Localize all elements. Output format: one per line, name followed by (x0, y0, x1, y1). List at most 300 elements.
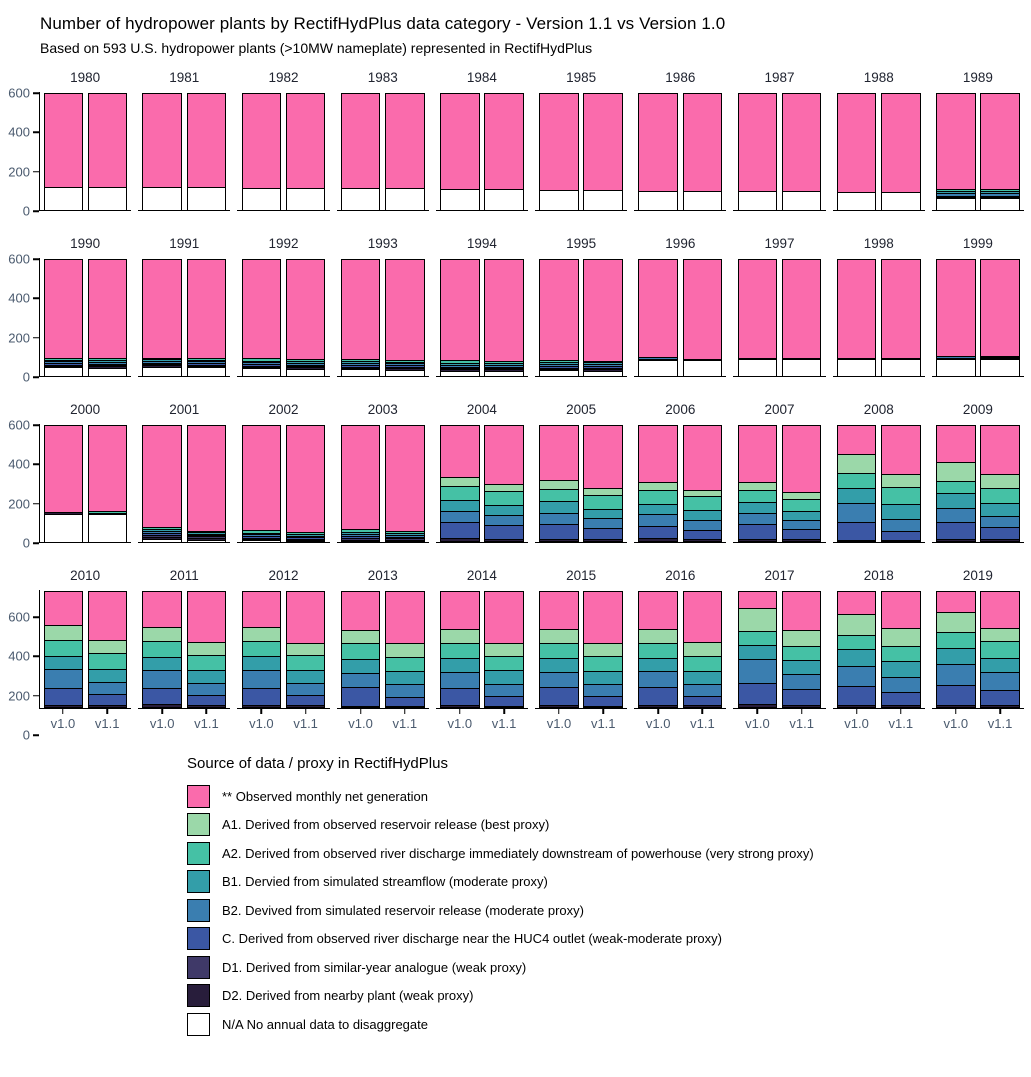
facet-panel (337, 258, 429, 377)
segment-b2 (187, 683, 227, 695)
segment-obs (782, 425, 822, 492)
segment-c (583, 696, 623, 706)
bar-2009-v1.1 (980, 425, 1020, 542)
segment-a2 (837, 473, 877, 488)
segment-a1 (738, 608, 778, 631)
bar-1992-v1.1 (286, 259, 326, 376)
segment-a1 (638, 482, 678, 490)
segment-na (286, 369, 326, 376)
x-tick-label: v1.0 (447, 716, 473, 731)
segment-c (142, 688, 182, 705)
segment-b1 (782, 511, 822, 520)
facet-panel (237, 590, 329, 709)
y-tick-label: 600 (8, 609, 30, 625)
segment-obs (286, 425, 326, 532)
legend-label: A1. Derived from observed reservoir release (best proxy) (222, 817, 550, 833)
legend (187, 755, 1025, 1039)
legend-label: D2. Derived from nearby plant (weak proxy) (222, 988, 474, 1004)
bar-1987-v1.0 (738, 93, 778, 210)
facet-year-label: 2004 (466, 402, 497, 417)
bar-2006-v1.0 (638, 425, 678, 542)
segment-obs (484, 93, 524, 189)
x-tick-mark (999, 709, 1001, 714)
segment-na (88, 187, 127, 210)
segment-a2 (88, 653, 127, 668)
x-tick-mark (602, 709, 604, 714)
bar-2014-v1.0 (440, 591, 480, 708)
segment-b2 (583, 518, 623, 528)
legend-item-c (187, 925, 1025, 954)
facet-year-label: 2011 (169, 568, 199, 583)
facet-panel (733, 258, 825, 377)
legend-swatch-obs (187, 785, 210, 808)
segment-b2 (881, 677, 921, 692)
facet-year-label: 1993 (367, 236, 398, 251)
segment-na (88, 514, 127, 542)
facet-2005 (535, 400, 627, 543)
facet-panel (932, 424, 1024, 543)
y-axis (6, 251, 39, 385)
facet-year-label: 2001 (169, 402, 200, 417)
segment-na (738, 359, 778, 376)
segment-obs (539, 259, 579, 360)
segment-a1 (341, 630, 381, 643)
facet-1991 (138, 234, 230, 377)
x-tick-mark (206, 709, 208, 714)
segment-obs (242, 93, 282, 188)
facet-panel (932, 258, 1024, 377)
chart-title: Number of hydropower plants by RectifHydPlus data category - Version 1.1 vs Version 1.0 (40, 14, 726, 33)
segment-b2 (286, 683, 326, 695)
segment-na (638, 541, 678, 542)
facet-1997 (733, 234, 825, 377)
segment-obs (837, 259, 877, 357)
facet-year-label: 1988 (863, 70, 894, 85)
facet-year-label: 2000 (70, 402, 101, 417)
segment-na (242, 540, 282, 542)
facet-year-label: 2009 (962, 402, 993, 417)
facet-1998 (833, 234, 925, 377)
segment-obs (837, 591, 877, 613)
x-tick-label: v1.1 (888, 716, 914, 731)
segment-b2 (440, 672, 480, 688)
bar-2006-v1.1 (683, 425, 723, 542)
segment-obs (341, 591, 381, 629)
segment-obs (738, 259, 778, 357)
segment-b1 (44, 656, 83, 670)
bar-1994-v1.0 (440, 259, 480, 376)
segment-a1 (385, 643, 425, 656)
x-tick-mark (62, 709, 64, 714)
facet-panel (436, 590, 528, 709)
facet-1990 (39, 234, 131, 377)
y-tick-label: 0 (22, 369, 30, 385)
facet-year-label: 1999 (962, 236, 993, 251)
bar-1991-v1.1 (187, 259, 227, 376)
segment-obs (286, 259, 326, 358)
segment-b1 (286, 670, 326, 683)
facet-2007 (733, 400, 825, 543)
legend-item-d1 (187, 953, 1025, 982)
x-tick-mark (856, 709, 858, 714)
segment-na (440, 541, 480, 542)
segment-obs (385, 591, 425, 643)
bar-1989-v1.0 (936, 93, 976, 210)
bar-2008-v1.1 (881, 425, 921, 542)
bar-1991-v1.0 (142, 259, 182, 376)
segment-b2 (44, 669, 83, 688)
bar-2018-v1.1 (881, 591, 921, 708)
facet-2003 (337, 400, 429, 543)
segment-na (837, 359, 877, 376)
segment-a2 (782, 646, 822, 660)
segment-a2 (187, 655, 227, 670)
segment-obs (638, 591, 678, 628)
segment-obs (980, 425, 1020, 473)
segment-a2 (440, 486, 480, 499)
bar-1995-v1.0 (539, 259, 579, 376)
segment-b1 (980, 503, 1020, 516)
facet-year-label: 1992 (268, 236, 299, 251)
segment-c (638, 526, 678, 538)
segment-c (683, 530, 723, 539)
facet-year-label: 1983 (367, 70, 398, 85)
bar-1982-v1.1 (286, 93, 326, 210)
bar-1999-v1.1 (980, 259, 1020, 376)
legend-label: C. Derived from observed river discharge near the HUC4 outlet (weak-moderate proxy) (222, 931, 722, 947)
segment-na (440, 707, 480, 708)
facet-year-label: 1998 (863, 236, 894, 251)
segment-a2 (683, 656, 723, 671)
facet-panel (436, 424, 528, 543)
x-tick-mark (801, 709, 803, 714)
x-tick-mark (261, 709, 263, 714)
segment-a2 (539, 489, 579, 501)
segment-b2 (782, 520, 822, 529)
bar-2019-v1.0 (936, 591, 976, 708)
segment-na (385, 707, 425, 708)
bar-1989-v1.1 (980, 93, 1020, 210)
segment-a1 (484, 643, 524, 656)
segment-b1 (881, 661, 921, 677)
segment-a2 (638, 490, 678, 503)
segment-a1 (980, 474, 1020, 488)
bar-2014-v1.1 (484, 591, 524, 708)
segment-obs (242, 591, 282, 627)
facet-year-label: 1990 (70, 236, 101, 251)
segment-obs (88, 93, 127, 187)
facet-year-label: 1981 (169, 70, 200, 85)
segment-a1 (936, 462, 976, 481)
segment-a1 (738, 482, 778, 490)
segment-a1 (583, 488, 623, 495)
facet-year-label: 1995 (566, 236, 597, 251)
x-tick-label: v1.1 (690, 716, 715, 731)
segment-na (142, 707, 182, 708)
segment-obs (484, 259, 524, 360)
segment-na (980, 541, 1020, 542)
segment-na (242, 707, 282, 708)
segment-na (936, 707, 976, 708)
x-tick-label: v1.1 (293, 716, 318, 731)
segment-na (683, 191, 723, 210)
segment-a1 (88, 640, 127, 653)
segment-b1 (187, 670, 227, 683)
segment-obs (638, 259, 678, 357)
facet-year-label: 2010 (70, 568, 101, 583)
bar-2002-v1.1 (286, 425, 326, 542)
segment-a1 (936, 612, 976, 633)
bar-1987-v1.1 (782, 93, 822, 210)
facet-row (6, 234, 1025, 385)
segment-b2 (484, 515, 524, 525)
segment-a1 (638, 629, 678, 643)
y-tick-label: 0 (22, 727, 30, 743)
segment-b1 (683, 671, 723, 684)
y-tick-label: 200 (8, 164, 30, 180)
segment-b1 (980, 658, 1020, 672)
segment-b2 (638, 671, 678, 687)
segment-na (683, 360, 723, 376)
x-tick-mark (558, 709, 560, 714)
legend-swatch-d1 (187, 956, 210, 979)
facet-panel (733, 92, 825, 211)
facet-1988 (833, 68, 925, 211)
x-axis (634, 709, 726, 735)
segment-obs (881, 259, 921, 357)
segment-a2 (484, 656, 524, 671)
segment-obs (539, 93, 579, 190)
legend-item-na (187, 1010, 1025, 1039)
facet-1986 (634, 68, 726, 211)
facet-1996 (634, 234, 726, 377)
segment-obs (88, 425, 127, 511)
facet-1993 (337, 234, 429, 377)
facet-panel (337, 424, 429, 543)
bar-1981-v1.0 (142, 93, 182, 210)
segment-na (837, 541, 877, 542)
segment-obs (187, 259, 227, 358)
segment-obs (881, 425, 921, 473)
facet-2015 (535, 566, 627, 735)
segment-na (44, 514, 83, 542)
segment-a1 (782, 630, 822, 646)
facet-year-label: 1982 (268, 70, 299, 85)
segment-b1 (440, 658, 480, 672)
facet-1985 (535, 68, 627, 211)
legend-label: ** Observed monthly net generation (222, 788, 428, 804)
bar-2015-v1.0 (539, 591, 579, 708)
facet-row (6, 68, 1025, 219)
bar-1999-v1.0 (936, 259, 976, 376)
bar-1986-v1.0 (638, 93, 678, 210)
facet-panel (535, 258, 627, 377)
segment-obs (44, 425, 83, 511)
bar-1993-v1.0 (341, 259, 381, 376)
segment-na (738, 191, 778, 210)
segment-b2 (683, 684, 723, 696)
facet-2001 (138, 400, 230, 543)
segment-obs (44, 259, 83, 357)
facet-year-label: 2015 (566, 568, 597, 583)
segment-obs (881, 591, 921, 627)
bar-1985-v1.1 (583, 93, 623, 210)
facet-year-label: 2017 (764, 568, 795, 583)
facet-panel (138, 424, 230, 543)
segment-obs (583, 591, 623, 643)
bar-1996-v1.0 (638, 259, 678, 376)
segment-na (385, 188, 425, 210)
segment-a1 (539, 629, 579, 643)
facet-1983 (337, 68, 429, 211)
x-tick-mark (955, 709, 957, 714)
facet-panel (535, 92, 627, 211)
x-tick-mark (657, 709, 659, 714)
facet-2019 (932, 566, 1024, 735)
facet-year-label: 1991 (169, 236, 200, 251)
segment-obs (440, 591, 480, 628)
facet-year-label: 1986 (665, 70, 696, 85)
bar-2000-v1.0 (44, 425, 83, 542)
segment-b2 (782, 674, 822, 689)
bar-2013-v1.1 (385, 591, 425, 708)
segment-a2 (782, 499, 822, 510)
facet-panel (39, 258, 131, 377)
segment-a1 (242, 627, 282, 641)
segment-na (837, 192, 877, 210)
segment-b1 (683, 510, 723, 520)
facet-2010 (39, 566, 131, 735)
facet-year-label: 2007 (764, 402, 795, 417)
segment-c (484, 696, 524, 706)
facet-panel (634, 590, 726, 709)
x-tick-label: v1.1 (987, 716, 1013, 731)
facet-panel (733, 424, 825, 543)
segment-obs (286, 591, 326, 642)
segment-b1 (88, 669, 127, 682)
segment-b2 (539, 672, 579, 688)
segment-na (881, 541, 921, 542)
segment-obs (583, 425, 623, 488)
bar-2011-v1.0 (142, 591, 182, 708)
facet-1999 (932, 234, 1024, 377)
segment-obs (583, 259, 623, 360)
segment-a2 (980, 641, 1020, 659)
facet-year-label: 2008 (863, 402, 894, 417)
segment-b1 (440, 500, 480, 511)
facet-panel (436, 92, 528, 211)
facet-panel (733, 590, 825, 709)
bar-1994-v1.1 (484, 259, 524, 376)
segment-a1 (881, 474, 921, 487)
facet-panel (39, 590, 131, 709)
segment-b1 (142, 657, 182, 671)
segment-na (782, 191, 822, 210)
segment-obs (936, 259, 976, 356)
bar-2011-v1.1 (187, 591, 227, 708)
segment-a2 (936, 481, 976, 493)
facet-2011 (138, 566, 230, 735)
facet-2008 (833, 400, 925, 543)
segment-na (683, 541, 723, 542)
bar-2004-v1.0 (440, 425, 480, 542)
segment-na (936, 198, 976, 210)
y-tick-label: 400 (8, 124, 30, 140)
bar-1990-v1.1 (88, 259, 127, 376)
legend-label: D1. Derived from similar-year analogue (weak proxy) (222, 959, 527, 975)
facet-year-label: 1980 (70, 70, 101, 85)
segment-obs (187, 425, 227, 530)
bar-1988-v1.0 (837, 93, 877, 210)
segment-a2 (738, 490, 778, 502)
segment-b2 (936, 664, 976, 686)
facet-year-label: 1994 (466, 236, 497, 251)
segment-a1 (440, 629, 480, 643)
segment-c (837, 522, 877, 540)
segment-c (286, 695, 326, 705)
segment-a1 (837, 614, 877, 636)
y-tick-label: 0 (22, 203, 30, 219)
legend-item-b1 (187, 868, 1025, 897)
segment-c (88, 694, 127, 705)
segment-a1 (539, 480, 579, 489)
segment-obs (484, 591, 524, 642)
segment-a1 (187, 642, 227, 655)
facet-panel (833, 258, 925, 377)
facet-year-label: 1989 (962, 70, 993, 85)
segment-na (583, 541, 623, 542)
facet-1987 (733, 68, 825, 211)
bar-2019-v1.1 (980, 591, 1020, 708)
segment-c (980, 527, 1020, 539)
facet-year-label: 2003 (367, 402, 398, 417)
bar-1997-v1.1 (782, 259, 822, 376)
segment-a1 (980, 628, 1020, 641)
segment-c (936, 522, 976, 539)
x-tick-mark (106, 709, 108, 714)
bar-2017-v1.0 (738, 591, 778, 708)
x-axis (337, 709, 429, 735)
segment-c (440, 688, 480, 706)
x-tick-label: v1.0 (645, 716, 671, 731)
segment-obs (484, 425, 524, 484)
segment-na (638, 360, 678, 376)
bar-1993-v1.1 (385, 259, 425, 376)
facet-1980 (39, 68, 131, 211)
x-tick-mark (305, 709, 307, 714)
x-tick-mark (757, 709, 759, 714)
segment-b1 (936, 493, 976, 507)
legend-label: A2. Derived from observed river discharge immediately downstream of powerhouse (very strong proxy) (222, 845, 814, 861)
bar-1984-v1.0 (440, 93, 480, 210)
segment-a2 (539, 643, 579, 658)
segment-c (242, 688, 282, 705)
segment-obs (44, 591, 83, 625)
x-axis (833, 709, 925, 735)
segment-na (142, 367, 182, 376)
bar-1983-v1.1 (385, 93, 425, 210)
segment-na (782, 541, 822, 542)
segment-obs (341, 259, 381, 359)
x-tick-label: v1.1 (194, 716, 219, 731)
legend-item-d2 (187, 982, 1025, 1011)
segment-obs (980, 591, 1020, 627)
segment-a1 (142, 627, 182, 641)
segment-c (782, 529, 822, 539)
bar-1998-v1.1 (881, 259, 921, 376)
segment-b2 (385, 684, 425, 696)
x-tick-label: v1.0 (348, 716, 373, 731)
